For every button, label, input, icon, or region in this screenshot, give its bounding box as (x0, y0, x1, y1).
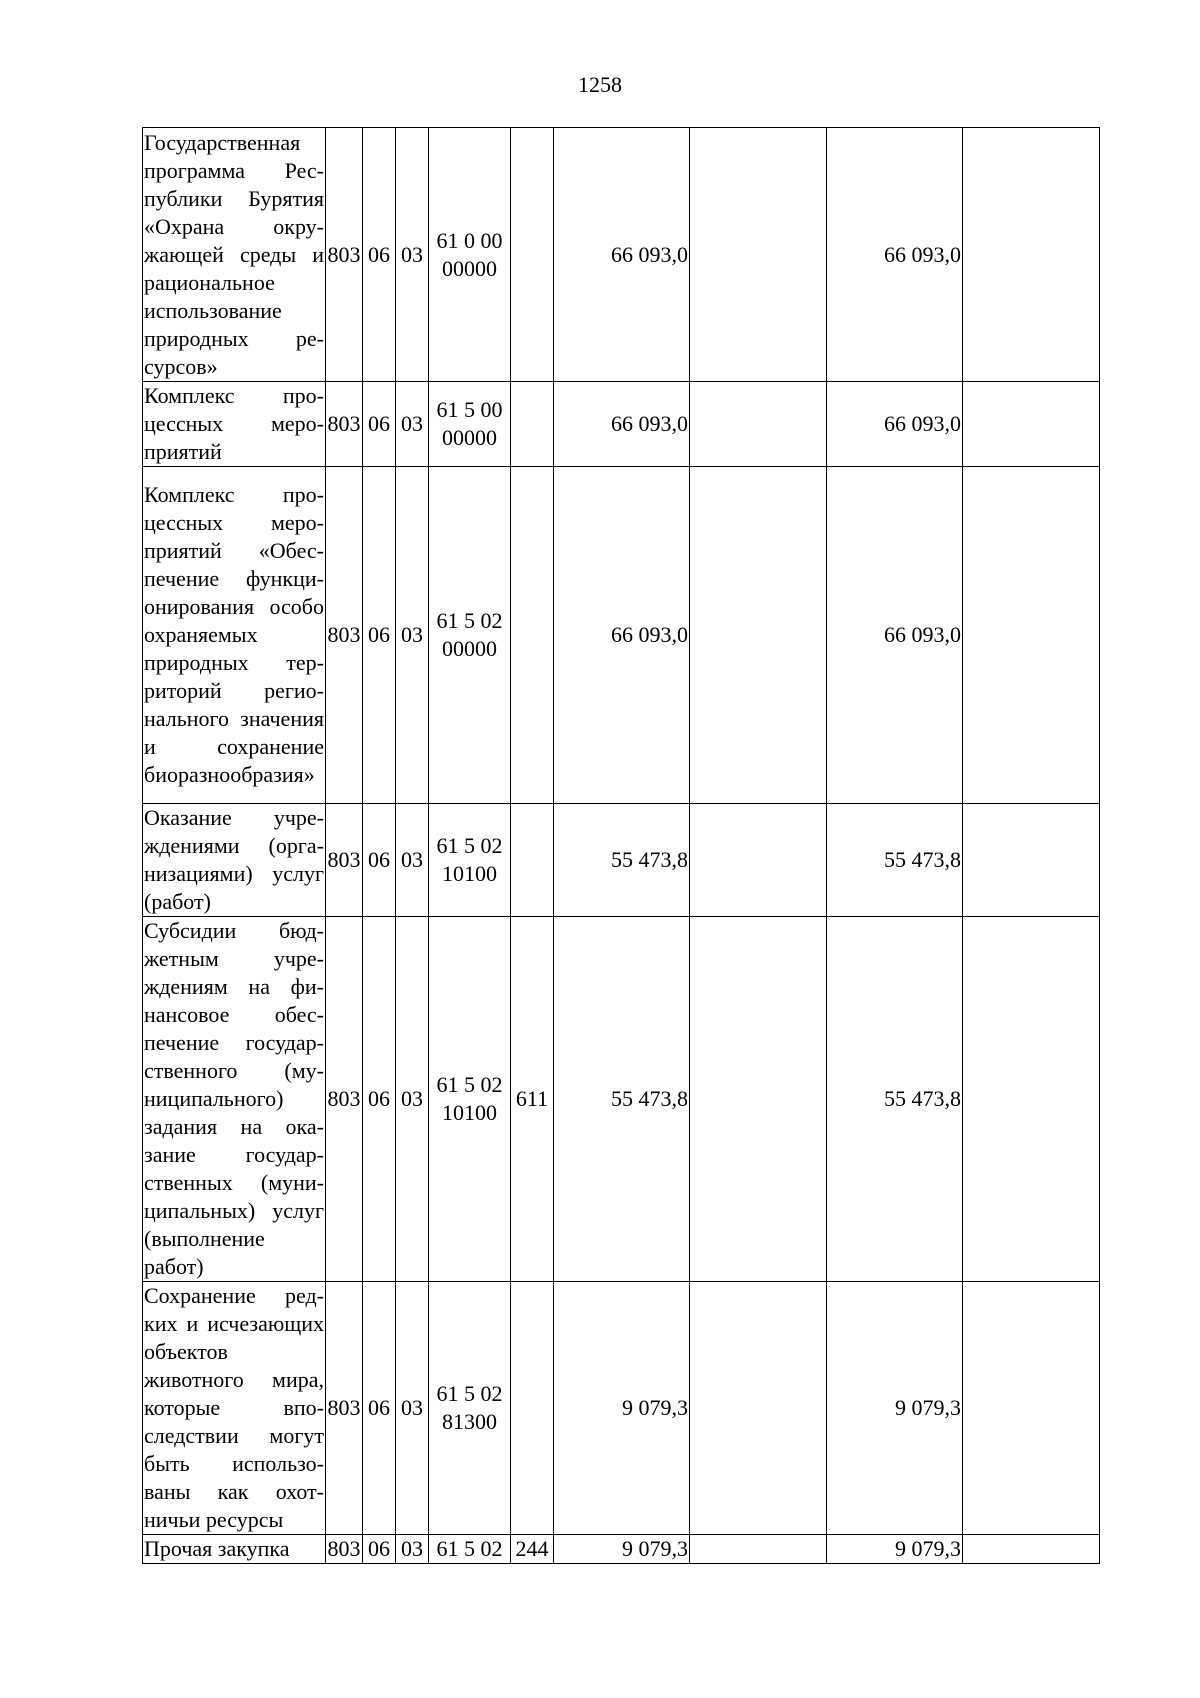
ministry-code-cell: 803 (326, 467, 363, 804)
amount-cell: 9 079,3 (554, 1535, 690, 1564)
table-row (143, 1282, 1100, 1535)
table-row (143, 382, 1100, 467)
amount-cell: 66 093,0 (827, 382, 963, 467)
budget-table (142, 127, 1100, 1564)
target-article-cell: 61 5 02 00000 (429, 467, 511, 804)
amount-cell (963, 467, 1100, 804)
target-article-cell: 61 5 02 10100 (429, 804, 511, 917)
table-row (143, 467, 1100, 804)
amount-cell: 9 079,3 (827, 1282, 963, 1535)
subsection-code-cell: 03 (396, 1535, 429, 1564)
target-article-cell: 61 5 02 10100 (429, 917, 511, 1282)
amount-cell: 66 093,0 (554, 128, 690, 382)
expense-type-cell (511, 382, 554, 467)
expense-type-cell: 611 (511, 917, 554, 1282)
target-article-cell: 61 5 02 (429, 1535, 511, 1564)
section-code-cell: 06 (363, 128, 396, 382)
amount-cell: 66 093,0 (827, 467, 963, 804)
expense-type-cell (511, 467, 554, 804)
amount-cell: 66 093,0 (554, 382, 690, 467)
amount-cell: 66 093,0 (554, 467, 690, 804)
row-name-cell: Оказание учреждениями (организациями) услуг (работ) (143, 804, 326, 917)
target-article-cell: 61 0 00 00000 (429, 128, 511, 382)
table-row (143, 1535, 1100, 1564)
amount-cell: 55 473,8 (827, 917, 963, 1282)
ministry-code-cell: 803 (326, 382, 363, 467)
amount-cell (963, 382, 1100, 467)
amount-cell (690, 1282, 827, 1535)
row-name-cell: Комплекс процессных мероприятий (143, 382, 326, 467)
subsection-code-cell: 03 (396, 382, 429, 467)
row-name-cell: Прочая закупка (143, 1535, 326, 1564)
amount-cell (690, 917, 827, 1282)
row-name-cell: Сохранение редких и исчезающих объектов животного мира, которые впоследствии могут быть использованы как охотничьи ресурсы (143, 1282, 326, 1535)
amount-cell: 55 473,8 (554, 804, 690, 917)
target-article-cell: 61 5 00 00000 (429, 382, 511, 467)
ministry-code-cell: 803 (326, 917, 363, 1282)
expense-type-cell (511, 804, 554, 917)
ministry-code-cell: 803 (326, 804, 363, 917)
amount-cell: 9 079,3 (827, 1535, 963, 1564)
expense-type-cell (511, 1282, 554, 1535)
amount-cell (963, 1535, 1100, 1564)
amount-cell (690, 804, 827, 917)
subsection-code-cell: 03 (396, 467, 429, 804)
amount-cell (690, 128, 827, 382)
amount-cell (690, 382, 827, 467)
amount-cell: 9 079,3 (554, 1282, 690, 1535)
amount-cell (690, 1535, 827, 1564)
expense-type-cell (511, 128, 554, 382)
amount-cell (963, 917, 1100, 1282)
amount-cell (963, 804, 1100, 917)
table-row (143, 917, 1100, 1282)
section-code-cell: 06 (363, 917, 396, 1282)
table-row (143, 804, 1100, 917)
ministry-code-cell: 803 (326, 128, 363, 382)
table-body (143, 128, 1100, 1564)
section-code-cell: 06 (363, 1282, 396, 1535)
expense-type-cell: 244 (511, 1535, 554, 1564)
section-code-cell: 06 (363, 467, 396, 804)
subsection-code-cell: 03 (396, 128, 429, 382)
amount-cell (963, 1282, 1100, 1535)
page-number: 1258 (578, 72, 622, 97)
section-code-cell: 06 (363, 1535, 396, 1564)
subsection-code-cell: 03 (396, 1282, 429, 1535)
section-code-cell: 06 (363, 804, 396, 917)
row-name-cell: Комплекс процессных мероприятий «Обеспечение функционирования особо охраняемых природных территорий регионального значения и сохранение биоразнообразия» (143, 467, 326, 804)
amount-cell (963, 128, 1100, 382)
row-name-cell: Государственная программа Республики Бурятия «Охрана окружающей среды и рациональное использование природных ресурсов» (143, 128, 326, 382)
ministry-code-cell: 803 (326, 1282, 363, 1535)
subsection-code-cell: 03 (396, 804, 429, 917)
row-name-cell: Субсидии бюджетным учреждениям на финансовое обеспечение государственного (муниципального) задания на оказание государственных (муниципальных) услуг (выполнение работ) (143, 917, 326, 1282)
section-code-cell: 06 (363, 382, 396, 467)
amount-cell (690, 467, 827, 804)
ministry-code-cell: 803 (326, 1535, 363, 1564)
amount-cell: 66 093,0 (827, 128, 963, 382)
amount-cell: 55 473,8 (827, 804, 963, 917)
subsection-code-cell: 03 (396, 917, 429, 1282)
table-row (143, 128, 1100, 382)
amount-cell: 55 473,8 (554, 917, 690, 1282)
target-article-cell: 61 5 02 81300 (429, 1282, 511, 1535)
